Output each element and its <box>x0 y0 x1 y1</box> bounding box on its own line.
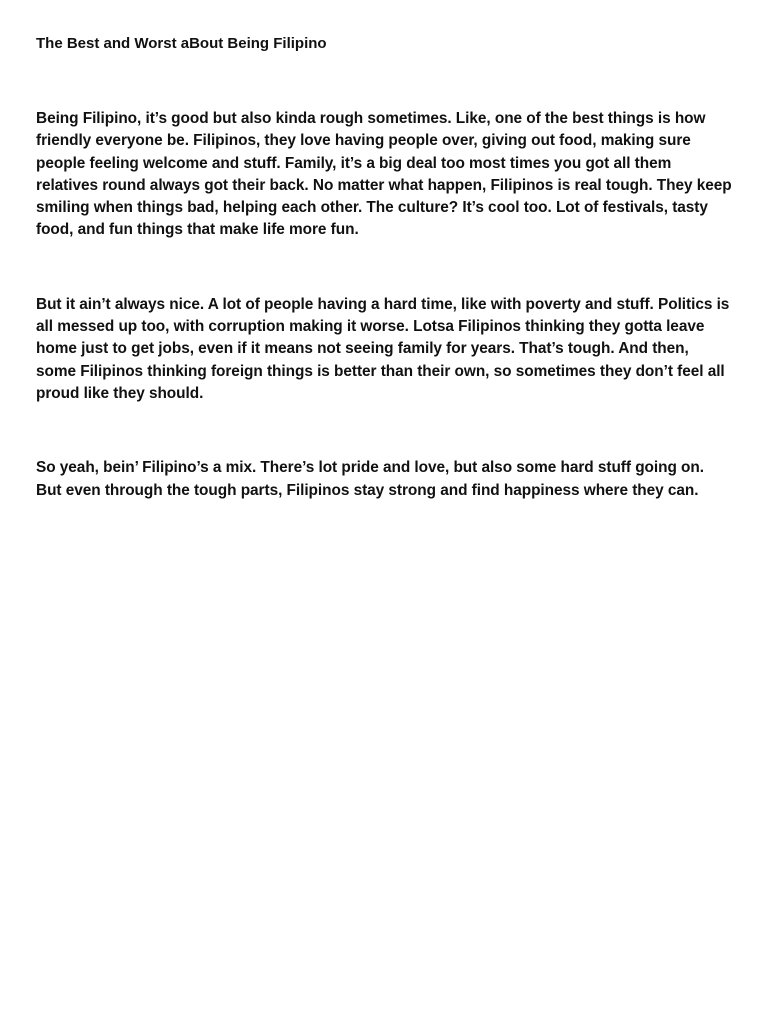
document-body <box>36 108 732 502</box>
paragraph-conclusion: So yeah, bein’ Filipino’s a mix. There’s lot pride and love, but also some hard stuff going on. But even through the tough parts, Filipinos stay strong and find happiness where they can. <box>36 459 704 499</box>
document-title: The Best and Worst aBout Being Filipino <box>36 35 327 52</box>
paragraph-challenges: But it ain’t always nice. A lot of people having a hard time, like with poverty and stuff. Politics is all messed up too, with corruption making it worse. Lotsa Filipinos thinking they gotta leave home just to get jobs, even if it means not seeing family for years. That’s tough. And then, some Filipinos thinking foreign things is better than their own, so sometimes they don’t feel all proud like they should. <box>36 295 730 402</box>
paragraph-intro: Being Filipino, it’s good but also kinda rough sometimes. Like, one of the best things is how friendly everyone be. Filipinos, they love having people over, giving out food, making sure people feeling welcome and stuff. Family, it’s a big deal too most times you got all them relatives round always got their back. No matter what happen, Filipinos is real tough. They keep smiling when things bad, helping each other. The culture? It’s cool too. Lot of festivals, tasty food, and fun things that make life more fun. <box>36 110 732 239</box>
